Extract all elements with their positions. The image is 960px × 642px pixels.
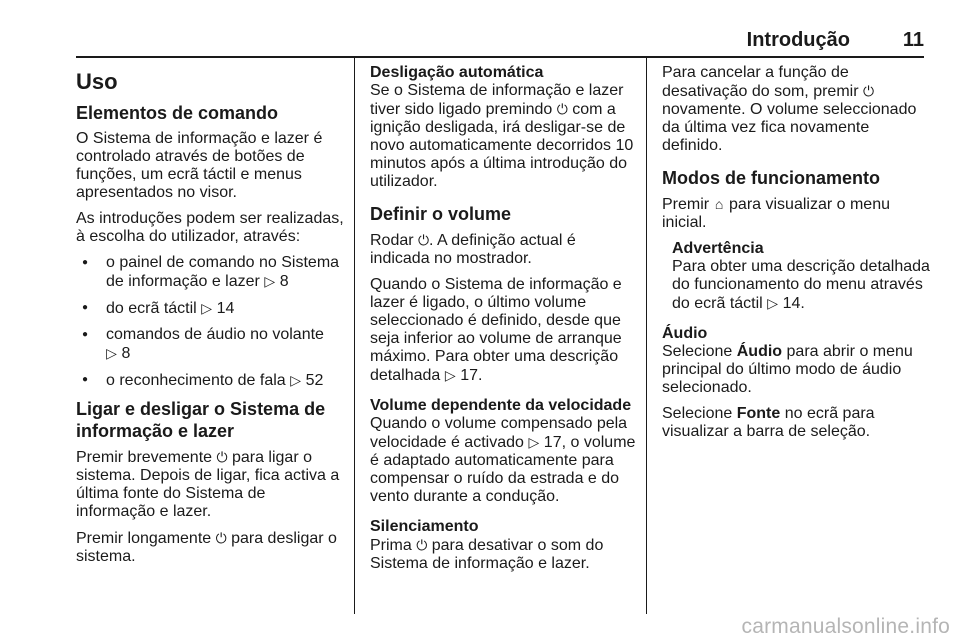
minor-heading: Desligação automática — [370, 64, 544, 81]
page-reference-arrow-icon: ▷ — [264, 273, 276, 289]
paragraph: Premir longamente ⏻ para desligar o sistema. — [76, 530, 337, 565]
power-icon: ⏻ — [416, 537, 428, 553]
paragraph: Premir ⌂ para visualizar o menu inicial. — [662, 196, 890, 231]
list-item: ● o reconhecimento de fala ▷ 52 — [76, 371, 346, 390]
subsection-heading: Definir o volume — [370, 204, 512, 224]
subsection-heading: Elementos de comando — [76, 103, 279, 123]
list-item: ● do ecrã táctil ▷ 14 — [76, 299, 346, 318]
power-icon: ⏻ — [215, 530, 227, 546]
page-reference-arrow-icon: ▷ — [767, 295, 779, 311]
minor-heading: Áudio — [662, 325, 708, 342]
column-3 — [662, 64, 932, 449]
section-heading: Uso — [76, 69, 118, 94]
page-number: 11 — [902, 29, 924, 51]
page-header — [76, 0, 924, 58]
paragraph: Premir brevemente ⏻ para ligar o sistema. Depois de ligar, fica activa a última fonte do Sistema de informação e lazer. — [76, 449, 340, 520]
note-box — [672, 240, 932, 313]
page-reference-arrow-icon: ▷ — [106, 345, 117, 361]
column-1 — [76, 64, 346, 574]
paragraph: Prima ⏻ para desativar o som do Sistema de informação e lazer. — [370, 537, 604, 572]
paragraph: Selecione Áudio para abrir o menu principal do último modo de áudio selecionado. — [662, 343, 913, 396]
watermark: carmanualsonline.info — [741, 615, 950, 638]
column-divider — [646, 58, 647, 614]
list-item: ● comandos de áudio no volante ▷ 8 — [76, 326, 346, 363]
paragraph: Quando o volume compensado pela velocidade é activado ▷ 17, o volume é adaptado automaticamente para compensar o ruído da estrada e do vento durante a condução. — [370, 415, 636, 505]
note-title: Advertência — [672, 240, 764, 257]
page-reference-arrow-icon: ▷ — [528, 434, 540, 450]
paragraph: As introduções podem ser realizadas, à escolha do utilizador, através: — [76, 210, 344, 245]
power-icon: ⏻ — [862, 83, 875, 99]
column-2 — [370, 64, 638, 581]
power-icon: ⏻ — [216, 449, 228, 465]
paragraph: Selecione Fonte no ecrã para visualizar a barra de seleção. — [662, 405, 875, 440]
minor-heading: Volume dependente da velocidade — [370, 397, 632, 414]
page-title: Introdução — [746, 29, 850, 51]
paragraph: Quando o Sistema de informação e lazer é ligado, o último volume seleccionado é definido, desde que seja inferior ao volume de arranque máximo. Para obter uma descrição detalhada ▷ 17. — [370, 276, 622, 384]
minor-heading: Silenciamento — [370, 518, 479, 535]
bullet-list — [76, 254, 346, 390]
page-reference-arrow-icon: ▷ — [444, 367, 456, 383]
note-text: Para obter uma descrição detalhada do funcionamento do menu através do ecrã táctil ▷ 14. — [672, 258, 930, 312]
power-icon: ⏻ — [556, 101, 568, 117]
subsection-heading: Ligar e desligar o Sistema de informação e lazer — [76, 399, 326, 441]
power-icon: ⏻ — [418, 232, 430, 248]
paragraph: Rodar ⏻. A definição actual é indicada no mostrador. — [370, 232, 576, 267]
column-divider — [354, 58, 355, 614]
paragraph: Para cancelar a função de desativação do som, premir ⏻ novamente. O volume seleccionado da última vez fica novamente definido. — [662, 64, 917, 154]
page-reference-arrow-icon: ▷ — [290, 372, 302, 388]
paragraph: Se o Sistema de informação e lazer tiver sido ligado premindo ⏻ com a ignição desligada, irá desligar-se de novo automaticamente decorridos 10 minutos após a última introdução do utilizador. — [370, 82, 634, 190]
subsection-heading: Modos de funcionamento — [662, 168, 880, 188]
list-item: ● o painel de comando no Sistema de informação e lazer ▷ 8 — [76, 254, 346, 291]
page-reference-arrow-icon: ▷ — [201, 300, 213, 316]
home-icon: ⌂ — [714, 196, 724, 212]
paragraph: O Sistema de informação e lazer é controlado através de botões de funções, um ecrã táctil e menus apresentados no visor. — [76, 130, 323, 201]
